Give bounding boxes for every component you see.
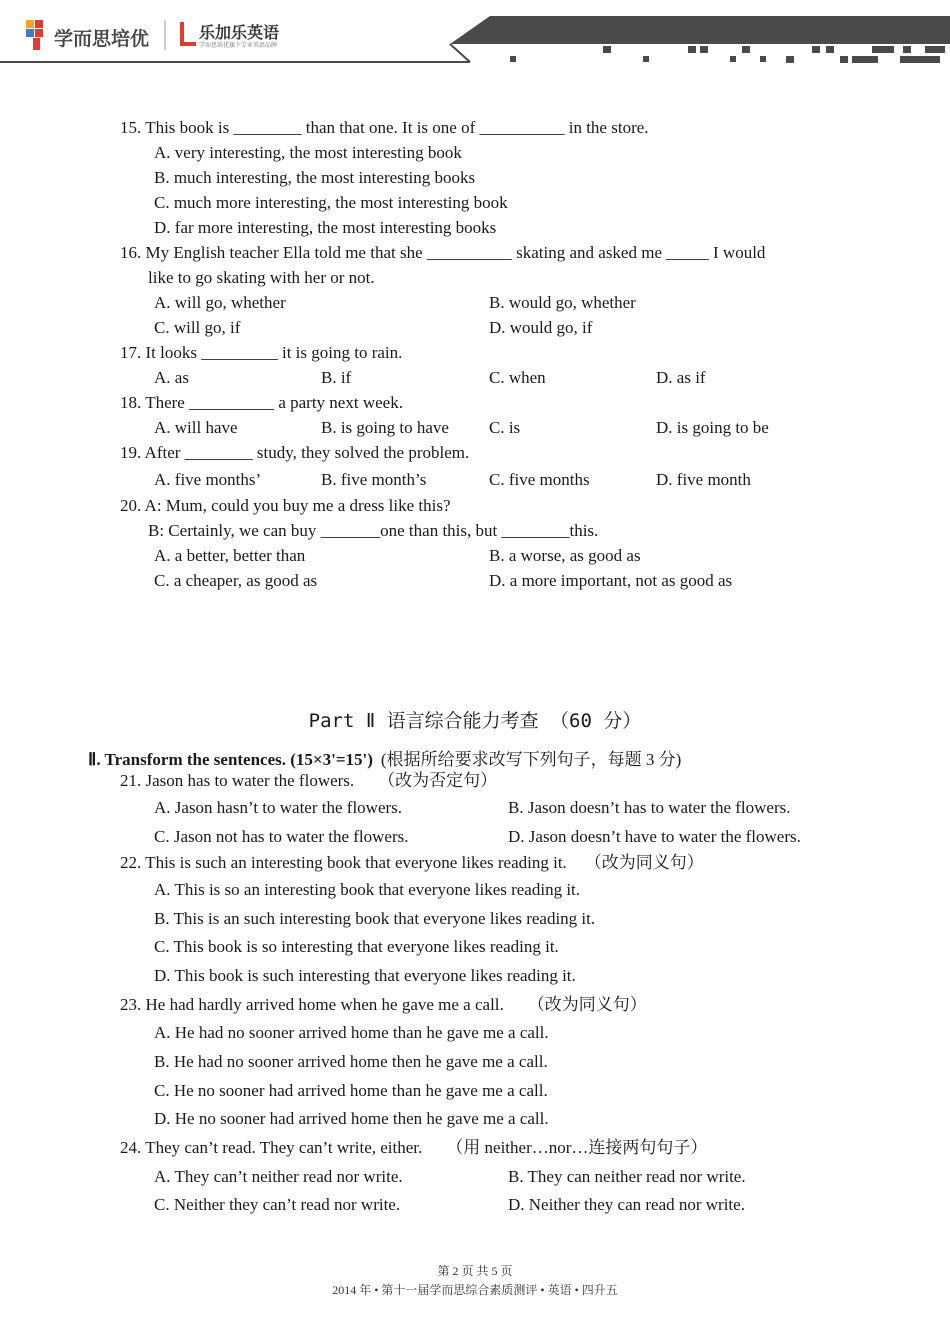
option: A. as — [154, 368, 189, 387]
page-number: 第 2 页 共 5 页 — [437, 1264, 513, 1278]
option: C. will go, if — [154, 318, 241, 337]
page-header — [0, 0, 950, 75]
option: B. much interesting, the most interesting books — [154, 168, 476, 187]
question-stem — [120, 771, 497, 791]
question-stem — [120, 1138, 707, 1158]
brand-main: 学而思培优 — [54, 28, 150, 50]
option: B. five month’s — [321, 470, 427, 489]
option: A. very interesting, the most interesting book — [154, 143, 462, 162]
option: B. They can neither read nor write. — [508, 1167, 746, 1186]
section-title — [88, 745, 681, 770]
lejiale-logo-icon — [180, 22, 196, 46]
option: A. They can’t neither read nor write. — [154, 1167, 403, 1186]
option: D. This book is such interesting that everyone likes reading it. — [154, 966, 576, 985]
exam-info: 2014 年 • 第十一届学而思综合素质测评 • 英语 • 四升五 — [332, 1283, 618, 1297]
question-text: 24. They can’t read. They can’t write, either. — [120, 1138, 423, 1157]
option: D. five month — [656, 470, 751, 489]
section-note: (根据所给要求改写下列句子，每题 3 分) — [380, 750, 682, 769]
question-instruction: （改为否定句） — [378, 771, 498, 790]
option: C. Neither they can’t read nor write. — [154, 1195, 401, 1214]
option: C. much more interesting, the most interesting book — [154, 193, 508, 212]
option: B. is going to have — [321, 418, 449, 437]
question-stem: 16. My English teacher Ella told me that she __________ skating and asked me _____ I would — [120, 243, 766, 262]
question-text: 22. This is such an interesting book that everyone likes reading it. — [120, 853, 567, 872]
option: D. He no sooner had arrived home then he gave me a call. — [154, 1109, 549, 1128]
option: A. He had no sooner arrived home than he gave me a call. — [154, 1023, 549, 1042]
brand-secondary: 乐加乐英语 — [199, 23, 280, 42]
option: C. a cheaper, as good as — [154, 571, 318, 590]
option: C. five months — [489, 470, 590, 489]
question-instruction: （改为同义句） — [527, 995, 647, 1014]
option: C. This book is so interesting that everyone likes reading it. — [154, 937, 559, 956]
question-stem — [120, 853, 704, 873]
option: A. will go, whether — [154, 293, 286, 312]
question-instruction: （用 neither…nor…连接两句句子） — [446, 1138, 708, 1157]
option: B. This is an such interesting book that everyone likes reading it. — [154, 909, 596, 928]
question-stem: 18. There __________ a party next week. — [120, 393, 403, 412]
question-stem-continued: like to go skating with her or not. — [148, 268, 375, 287]
option: C. when — [489, 368, 546, 387]
question-stem: 19. After ________ study, they solved the problem. — [120, 443, 470, 462]
question-text: 23. He had hardly arrived home when he gave me a call. — [120, 995, 504, 1014]
option: C. He no sooner had arrived home than he gave me a call. — [154, 1081, 548, 1100]
option: D. far more interesting, the most interesting books — [154, 218, 497, 237]
option: A. a better, better than — [154, 546, 306, 565]
option: A. This is so an interesting book that everyone likes reading it. — [154, 880, 581, 899]
option: A. Jason hasn’t to water the flowers. — [154, 798, 403, 817]
question-stem-continued: B: Certainly, we can buy _______one than this, but ________this. — [148, 521, 599, 540]
question-stem: 17. It looks _________ it is going to rain. — [120, 343, 403, 362]
option: C. Jason not has to water the flowers. — [154, 827, 409, 846]
option: B. would go, whether — [489, 293, 636, 312]
option: A. five months’ — [154, 470, 262, 489]
option: D. is going to be — [656, 418, 769, 437]
option: B. a worse, as good as — [489, 546, 641, 565]
option: D. Neither they can read nor write. — [508, 1195, 745, 1214]
question-stem — [120, 995, 647, 1015]
option: A. will have — [154, 418, 238, 437]
option: B. He had no sooner arrived home then he gave me a call. — [154, 1052, 548, 1071]
option: B. if — [321, 368, 352, 387]
option: B. Jason doesn’t has to water the flowers. — [508, 798, 791, 817]
option: D. would go, if — [489, 318, 593, 337]
brand-secondary-sub: 学而思培优旗下专业英语品牌 — [199, 42, 278, 49]
question-stem: 15. This book is ________ than that one. It is one of __________ in the store. — [120, 118, 649, 137]
xueersi-logo-icon — [26, 20, 43, 50]
question-instruction: （改为同义句） — [584, 853, 704, 872]
question-stem: 20. A: Mum, could you buy me a dress like this? — [120, 496, 451, 515]
section-title-text: Ⅱ. Transform the sentences. (15×3'=15') — [88, 750, 373, 769]
part-heading: Part Ⅱ 语言综合能力考查 （60 分） — [308, 710, 642, 732]
option: C. is — [489, 418, 521, 437]
option: D. Jason doesn’t have to water the flowers. — [508, 827, 801, 846]
question-text: 21. Jason has to water the flowers. — [120, 771, 355, 790]
option: D. a more important, not as good as — [489, 571, 733, 590]
option: D. as if — [656, 368, 706, 387]
